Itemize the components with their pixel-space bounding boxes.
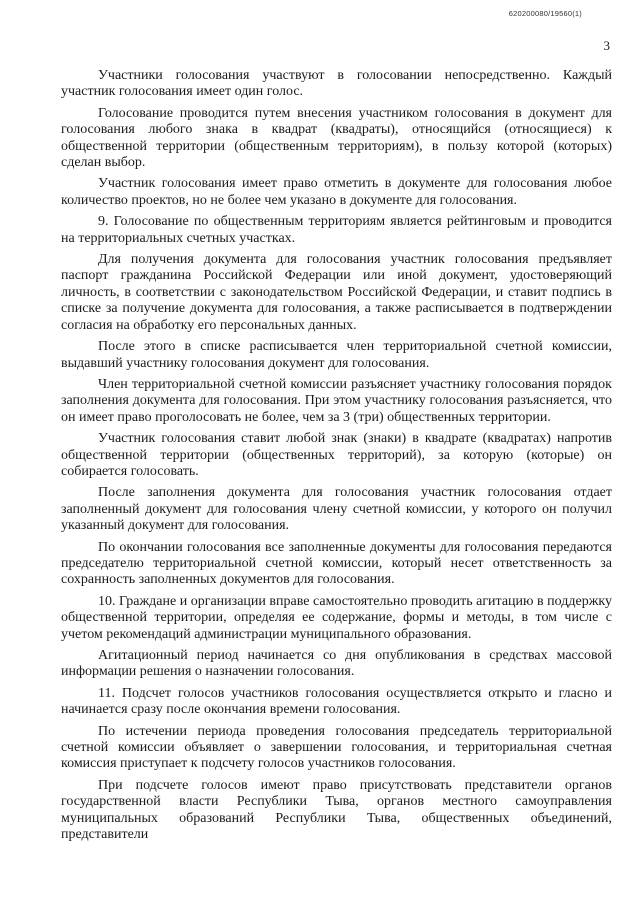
paragraph: 9. Голосование по общественным территориям является рейтинговым и проводится на территориальных счетных участках. xyxy=(61,214,612,246)
paragraph: 10. Граждане и организации вправе самостоятельно проводить агитацию в поддержку общественной территории, определяя ее содержание, формы и методы, в том числе с учетом рекомендаций администрации муниципального образования. xyxy=(61,593,612,642)
document-body xyxy=(61,68,612,848)
paragraph: Член территориальной счетной комиссии разъясняет участнику голосования порядок заполнения документа для голосования. При этом участнику голосования разъясняется, что он имеет право проголосовать не более, чем за 3 (три) общественных территории. xyxy=(61,376,612,425)
document-id: 620200080/19560(1) xyxy=(508,9,582,18)
paragraph: После этого в списке расписывается член территориальной счетной комиссии, выдавший участнику голосования документ для голосования. xyxy=(61,339,612,371)
paragraph: Для получения документа для голосования участник голосования предъявляет паспорт гражданина Российской Федерации или иной документ, удостоверяющий личность, в соответствии с законодательством Российской Федерации, и ставит подпись в списке за получение документа для голосования, а также расписывается в подтверждении согласия на обработку его персональных данных. xyxy=(61,252,612,333)
paragraph: Агитационный период начинается со дня опубликования в средствах массовой информации решения о назначении голосования. xyxy=(61,648,612,680)
paragraph: По истечении периода проведения голосования председатель территориальной счетной комиссии объявляет о завершении голосования, и территориальная счетная комиссия приступает к подсчету голосов участников голосования. xyxy=(61,723,612,772)
paragraph: 11. Подсчет голосов участников голосования осуществляется открыто и гласно и начинается сразу после окончания времени голосования. xyxy=(61,685,612,718)
paragraph: По окончании голосования все заполненные документы для голосования передаются председателю территориальной счетной комиссии, который несет ответственность за сохранность заполненных документов для голосования. xyxy=(61,539,612,588)
page-number: 3 xyxy=(603,38,610,53)
paragraph: После заполнения документа для голосования участник голосования отдает заполненный документ для голосования члену счетной комиссии, у которого он получил указанный документ для голосования. xyxy=(61,485,612,534)
paragraph: Голосование проводится путем внесения участником голосования в документ для голосования любого знака в квадрат (квадраты), относящийся (относящиеся) к общественной территории (общественным территориям), в пользу которой (которых) сделан выбор. xyxy=(61,105,612,171)
paragraph: Участник голосования имеет право отметить в документе для голосования любое количество проектов, но не более чем указано в документе для голосования. xyxy=(61,176,612,208)
paragraph: При подсчете голосов имеют право присутствовать представители органов государственной власти Республики Тыва, органов местного самоуправления муниципальных образований Республики Тыва, общественных объединений, представители xyxy=(61,777,612,843)
paragraph: Участник голосования ставит любой знак (знаки) в квадрате (квадратах) напротив общественной территории (общественных территорий), за которую (которые) он собирается голосовать. xyxy=(61,431,612,479)
paragraph: Участники голосования участвуют в голосовании непосредственно. Каждый участник голосования имеет один голос. xyxy=(61,68,612,100)
